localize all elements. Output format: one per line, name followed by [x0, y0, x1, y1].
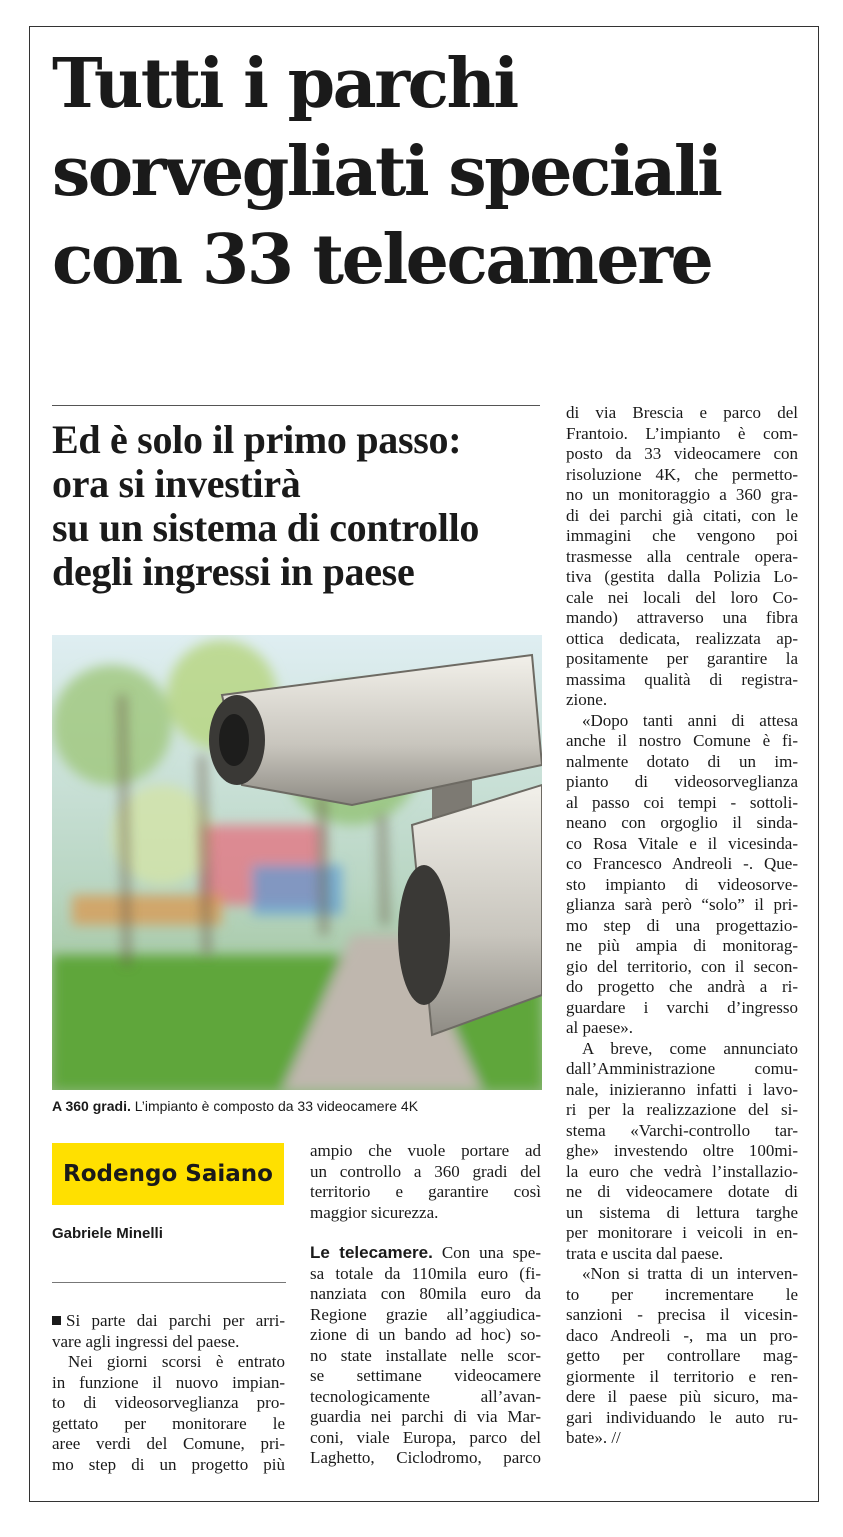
- subheadline-line: su un sistema di controllo: [52, 505, 480, 550]
- text-line: giormente il territorio e ren-: [566, 1366, 798, 1386]
- section-lead: Le telecamere.: [310, 1243, 433, 1262]
- text-line: A breve, come annunciato: [582, 1038, 798, 1058]
- subheadline-rule: [52, 405, 540, 406]
- text-line: maggior sicurezza.: [310, 1202, 439, 1222]
- text-line: glianza sarà però “solo” il pri-: [566, 895, 798, 914]
- text-line: coni, viale Europa, parco del: [310, 1427, 541, 1447]
- text-line: di via Brescia e parco del: [566, 403, 798, 422]
- text-line: pianto di videosorveglianza: [566, 772, 798, 791]
- headline-line: Tutti i parchi: [52, 44, 517, 124]
- subheadline-line: ora si investirà: [52, 461, 301, 506]
- text-line: sanzioni - precisa il vicesin-: [566, 1305, 798, 1324]
- text-line: «Dopo tanti anni di attesa: [582, 710, 798, 730]
- text-line: un sistema di lettura targhe: [566, 1202, 798, 1222]
- text-line: bate». //: [566, 1428, 621, 1447]
- text-line: vare agli ingressi del paese.: [52, 1331, 240, 1351]
- text-line: gio del territorio, con il secon-: [566, 956, 798, 976]
- text-line: ri per la realizzazione del si-: [566, 1100, 798, 1119]
- text-line: do progetto che andrà a ri-: [566, 977, 798, 996]
- text-line: gettato per monitorare le: [52, 1413, 285, 1433]
- article-column-2: [310, 1141, 541, 1469]
- text-line: mo step di una progettazio-: [566, 915, 798, 935]
- headline-line: con 33 telecamere: [52, 220, 712, 300]
- text-line: dall’Amministrazione comu-: [566, 1059, 798, 1078]
- text-line: in funzione il nuovo impian-: [52, 1372, 285, 1392]
- square-bullet-icon: [52, 1316, 61, 1325]
- text-line: massima qualità di registra-: [566, 669, 798, 689]
- text-line: no un monitoraggio a 360 gra-: [566, 485, 798, 504]
- text-line: guardia nei parchi di via Mar-: [310, 1407, 541, 1426]
- text-line: ampio che vuole portare ad: [310, 1141, 541, 1160]
- text-line: al passo coi tempi - sottoli-: [566, 792, 798, 812]
- text-line: al paese».: [566, 1018, 634, 1037]
- headline-line: sorvegliati speciali: [52, 132, 721, 212]
- article-column-1: [52, 1311, 285, 1475]
- byline-rule: [52, 1282, 286, 1283]
- article-column-3: [566, 403, 798, 1449]
- text-line: immagini che vengono poi: [566, 526, 798, 545]
- text-line: to per incrementare le: [566, 1284, 798, 1304]
- text-line: gari individuando le auto ru-: [566, 1407, 798, 1427]
- text-line: Laghetto, Ciclodromo, parco: [310, 1448, 541, 1467]
- text-line: nanziata con 80mila euro da: [310, 1284, 541, 1303]
- text-line: sto impianto di videosorve-: [566, 874, 798, 894]
- text-line: territorio e garantire così: [310, 1182, 541, 1201]
- text-line: co Rosa Vitale e il vicesinda-: [566, 833, 798, 853]
- text-line: se settimane videocamere: [310, 1366, 541, 1385]
- text-line: tiva (gestita dalla Polizia Lo-: [566, 567, 798, 586]
- text-line: anche il nostro Comune è fi-: [566, 731, 798, 750]
- text-line: Regione grazie all’aggiudica-: [310, 1304, 541, 1324]
- text-line: Si parte dai parchi per arri-: [52, 1311, 285, 1332]
- text-line: to di videosorveglianza pro-: [52, 1393, 285, 1412]
- text-line: ottica dedicata, realizzata ap-: [566, 628, 798, 648]
- text-line: guardare i varchi d’ingresso: [566, 997, 798, 1017]
- text-line: zione.: [566, 690, 608, 709]
- photo-caption: [52, 1098, 542, 1114]
- text-line: Frantoio. L’impianto è com-: [566, 423, 798, 443]
- text-line: la euro che vedrà l’installazio-: [566, 1161, 798, 1181]
- byline: Gabriele Minelli: [52, 1225, 163, 1242]
- security-camera-photo: [52, 635, 542, 1090]
- text-line: ne più ampia di monitorag-: [566, 936, 798, 955]
- text-line: ne di videocamere dotate di: [566, 1182, 798, 1201]
- headline: [52, 40, 792, 304]
- subheadline-line: degli ingressi in paese: [52, 549, 415, 594]
- text-line: trasmesse alla centrale opera-: [566, 546, 798, 566]
- text-line: stema «Varchi-controllo tar-: [566, 1120, 798, 1140]
- text-line: positamente per garantire la: [566, 649, 798, 668]
- text-line: «Non si tratta di un interven-: [582, 1264, 798, 1283]
- location-tag: Rodengo Saiano: [52, 1143, 284, 1205]
- text-line: Nei giorni scorsi è entrato: [68, 1352, 285, 1371]
- text-line: zione di un bando ad hoc) so-: [310, 1325, 541, 1344]
- text-line: di dei parchi già citati, con le: [566, 505, 798, 525]
- paragraph-gap: [310, 1223, 541, 1243]
- text-line: tecnologicamente all’avan-: [310, 1386, 541, 1406]
- text-line: no state installate nelle scor-: [310, 1345, 541, 1365]
- text-line: trata e uscita dal paese.: [566, 1243, 724, 1263]
- text-line: neano con orgoglio il sinda-: [566, 813, 798, 832]
- text-line: Le telecamere. Con una spe-: [310, 1243, 541, 1262]
- text-line: sa totale da 110mila euro (fi-: [310, 1263, 541, 1283]
- text-line: un controllo a 360 gradi del: [310, 1161, 541, 1181]
- text-line: mo step di un progetto più: [52, 1454, 285, 1474]
- text-line: posto da 33 videocamere con: [566, 444, 798, 463]
- caption-bold: A 360 gradi.: [52, 1098, 131, 1114]
- text-line: mando) attraverso una fibra: [566, 608, 798, 627]
- text-line: ghe» investendo oltre 100mi-: [566, 1141, 798, 1160]
- photo-illustration: [52, 635, 542, 1090]
- subheadline: [52, 418, 552, 594]
- subheadline-line: Ed è solo il primo passo:: [52, 417, 462, 462]
- text-line: aree verdi del Comune, pri-: [52, 1434, 285, 1453]
- text-line: getto per controllare mag-: [566, 1346, 798, 1365]
- text-line: risoluzione 4K, che permetto-: [566, 464, 798, 484]
- text-line: co Francesco Andreoli -. Que-: [566, 854, 798, 873]
- text-line: per monitorare i veicoli in en-: [566, 1223, 798, 1242]
- text-line: cale nei locali del loro Co-: [566, 587, 798, 607]
- text-line: dere il paese più sicuro, ma-: [566, 1387, 798, 1406]
- text-line: nalmente dotato di un im-: [566, 751, 798, 771]
- text-line: nale, inizieranno infatti i lavo-: [566, 1079, 798, 1099]
- caption-text: L’impianto è composto da 33 videocamere 4K: [130, 1098, 419, 1114]
- text-line: daco Andreoli -, ma un pro-: [566, 1325, 798, 1345]
